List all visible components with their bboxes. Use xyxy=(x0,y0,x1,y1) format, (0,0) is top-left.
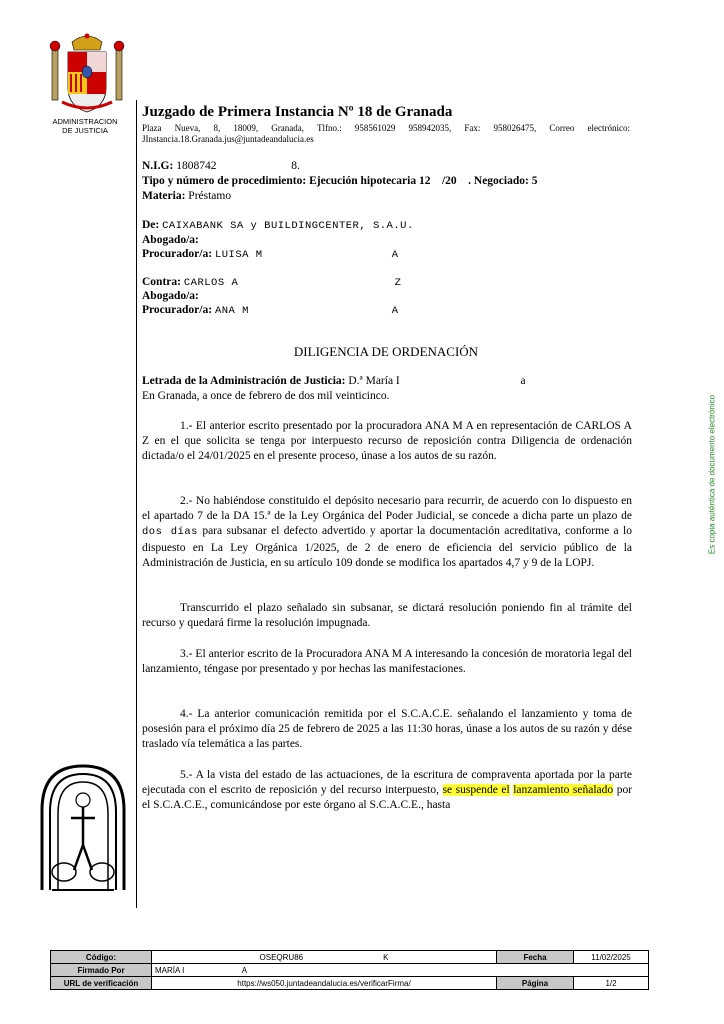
code-value: OSEQRU86 K xyxy=(152,951,497,964)
plaintiff-lawyer-line: Abogado/a: xyxy=(142,234,199,246)
highlight-suspension: se suspende el xyxy=(442,784,510,797)
court-address: Plaza Nueva, 8, 18009, Granada, Tlfno.: 958561029 958942035, Fax: 958026475, Correo electrónico: JInstancia.18.Granada.jus@juntadeandalucia.es xyxy=(142,123,630,144)
paragraph-6: 5.- A la vista del estado de las actuaciones, de la escritura de compraventa aportada por la parte ejecutada con el escrito de reposición y del recurso interpuesto, se suspende el lanzamiento señalado por el S.C.A.C.E., comunicándose por este órgano al S.C.A.C.E., hasta xyxy=(142,769,633,812)
procedure-line: Tipo y número de procedimiento: Ejecución hipotecaria 12 /20 . Negociado: 5 xyxy=(142,175,538,187)
defendant-line: Contra: CARLOS A Z xyxy=(142,276,402,289)
plaintiff-line: De: CAIXABANK SA y BUILDINGCENTER, S.A.U. xyxy=(142,219,414,232)
page-label: Página xyxy=(497,977,574,990)
nig-line: N.I.G: 1808742 8. xyxy=(142,160,300,172)
document-title: DILIGENCIA DE ORDENACIÓN xyxy=(293,344,479,359)
paragraph-3: Transcurrido el plazo señalado sin subsanar, se dictará resolución poniendo fin al trámite del recurso y quedará firme la resolución impugnada. xyxy=(142,602,632,630)
signed-by-label: Firmado Por xyxy=(51,964,152,977)
plaintiff-procurador-line: Procurador/a: LUISA M A xyxy=(142,248,399,261)
paragraph-4: 3.- El anterior escrito de la Procuradora ANA M A interesando la concesión de moratoria legal del lanzamiento, téngase por presentado y por hechas las manifestaciones. xyxy=(142,648,632,676)
margin-rule xyxy=(136,100,137,908)
place-date: En Granada, a once de febrero de dos mil veinticinco. xyxy=(142,390,390,402)
verification-url-link[interactable]: https://ws050.juntadeandalucia.es/verificarFirma/ xyxy=(152,977,497,990)
defendant-lawyer-line: Abogado/a: xyxy=(142,290,199,302)
signed-by-value: MARÍA I A xyxy=(152,964,649,977)
verification-table xyxy=(50,950,649,990)
date-value: 11/02/2025 xyxy=(574,951,649,964)
date-label: Fecha xyxy=(497,951,574,964)
administration-label: ADMINISTRACION DE JUSTICIA xyxy=(52,117,118,135)
paragraph-5: 4.- La anterior comunicación remitida por el S.C.A.C.E. señalando el lanzamiento y toma de posesión para el próximo día 25 de febrero de 2025 a las 11:30 horas, únase a los autos de su razón y dése traslado vía telemática a las partes. xyxy=(142,708,632,751)
defendant-procurador-line: Procurador/a: ANA M A xyxy=(142,304,399,317)
matter-line: Materia: Préstamo xyxy=(142,190,232,202)
paragraph-2: 2.- No habiéndose constituido el depósito necesario para recurrir, de acuerdo con lo dispuesto en el apartado 7 de la DA 15.ª de la Ley Orgánica del Poder Judicial, se concede a dicha parte un plazo de dos días para subsanar el defecto advertido y aportar la documentación acreditativa, conforme a lo dispuesto en La Ley Orgánica 1/2025, de 2 de enero de eficiencia del servicio público de la Administración de Justicia, en su artículo 109 donde se modifica los apartados 4,7 y 9 de la LOPJ. xyxy=(142,495,632,569)
letrada-line: Letrada de la Administración de Justicia: D.ª María I a xyxy=(142,375,526,387)
court-name: Juzgado de Primera Instancia Nº 18 de Granada xyxy=(142,104,453,120)
authenticity-note: Es copia auténtica de documento electrónico xyxy=(707,394,717,555)
highlight-eviction: lanzamiento señalado xyxy=(513,784,614,797)
spain-coat-of-arms-icon xyxy=(44,30,130,120)
verification-url-label: URL de verificación xyxy=(51,977,152,990)
page-value: 1/2 xyxy=(574,977,649,990)
paragraph-1: 1.- El anterior escrito presentado por la procuradora ANA M A en representación de CARLOS A Z en el que solicita se tenga por interpuesto recurso de reposición contra Diligencia de ordenación dictada/o el 24/01/2025 en el presente proceso, únase a los autos de su razón. xyxy=(142,420,632,463)
junta-andalucia-emblem-icon xyxy=(36,760,130,900)
code-label: Código: xyxy=(51,951,152,964)
